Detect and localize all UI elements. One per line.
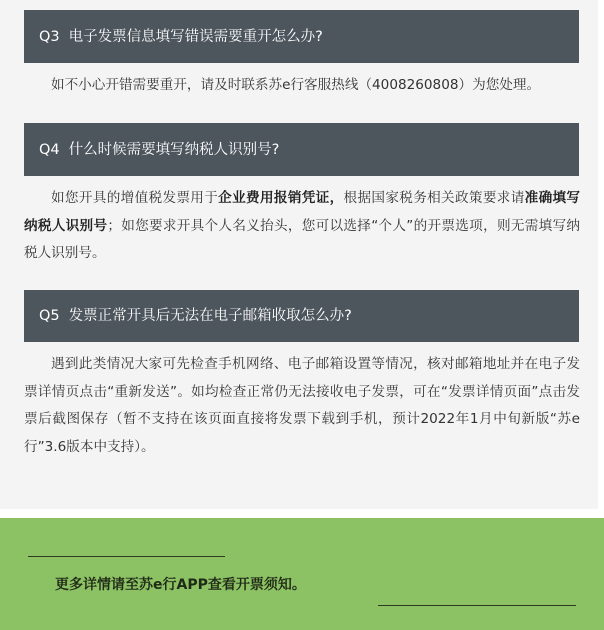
question-number: Q5 <box>39 308 60 324</box>
divider-line <box>28 556 225 557</box>
faq-answer-q5 <box>24 351 580 461</box>
answer-text: ；如您要求开具个人名义抬头，您可以选择“个人”的开票选项，则无需填写纳税人识别号。 <box>24 217 580 261</box>
answer-bold-text: 准确填写纳税人识别号 <box>24 190 581 234</box>
faq-question-bar-q5 <box>24 290 579 342</box>
divider-line <box>378 605 576 606</box>
answer-text: 遇到此类情况大家可先检查手机网络、电子邮箱设置等情况，核对邮箱地址并在电子发票详情页点击“重新发送”。如均检查正常仍无法接收电子发票，可在“发票详情页面”点击发票后截图保存（暂不支持在该页面直接将发票下载到手机，预计2022年1月中旬新版“苏e行”3.6版本中支持）。 <box>24 356 580 455</box>
faq-question-bar-q3 <box>24 10 579 63</box>
question-text: 什么时候需要填写纳税人识别号? <box>68 141 280 158</box>
answer-bold-text: 企业费用报销凭证， <box>218 190 344 206</box>
question-text: 发票正常开具后无法在电子邮箱收取怎么办? <box>68 308 352 324</box>
faq-question-bar-q4 <box>24 123 579 176</box>
question-number: Q4 <box>39 141 60 158</box>
more-info-text: 更多详情请至苏e行APP查看开票须知。 <box>55 577 306 593</box>
question-number: Q3 <box>39 28 60 45</box>
answer-text: 根据国家税务相关政策要求请 <box>343 190 525 206</box>
footer-banner <box>0 518 604 630</box>
answer-text: 如您开具的增值税发票用于 <box>51 190 219 206</box>
faq-answer-q4 <box>24 185 580 268</box>
faq-answer-q3 <box>24 72 580 100</box>
question-text: 电子发票信息填写错误需要重开怎么办? <box>68 28 323 45</box>
answer-text: 如不小心开错需要重开，请及时联系苏e行客服热线（4008260808）为您处理。 <box>51 77 541 93</box>
